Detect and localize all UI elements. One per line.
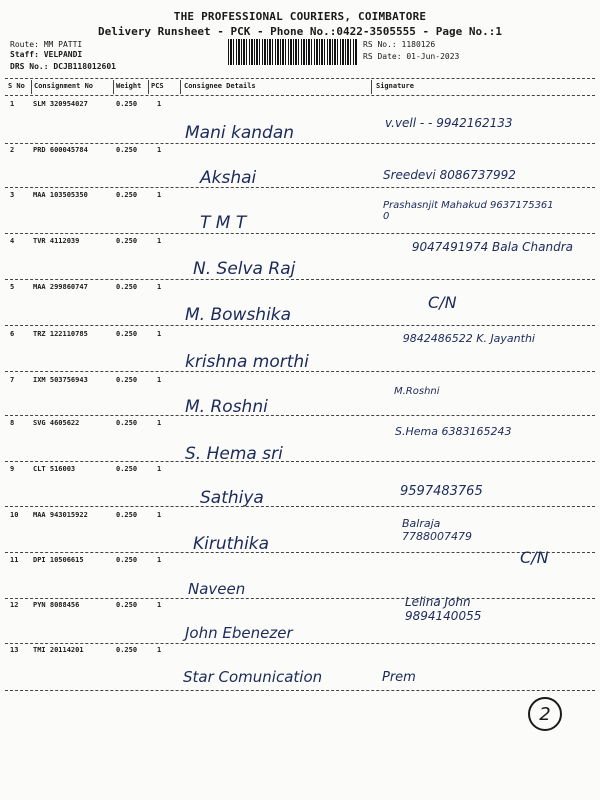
row-pcs: 1 — [157, 100, 162, 108]
row-consignee-name: M. Roshni — [185, 397, 268, 417]
row-weight: 0.250 — [116, 191, 138, 199]
route-label: Route: MM PATTI — [10, 40, 83, 49]
row-divider — [5, 371, 595, 372]
col-header-sno: S No — [8, 82, 25, 90]
row-consignment-no: DPI 10506615 — [33, 556, 84, 564]
row-consignment-no: TMI 20114201 — [33, 646, 84, 654]
row-weight: 0.250 — [116, 465, 138, 473]
row-consignment-no: SLM 320954027 — [33, 100, 88, 108]
row-sno: 4 — [10, 237, 15, 245]
col-divider — [113, 80, 114, 94]
row-divider — [5, 325, 595, 326]
row-signature: 9597483765 — [400, 484, 483, 499]
row-signature: Sreedevi 8086737992 — [383, 168, 516, 182]
row-divider — [5, 143, 595, 144]
row-weight: 0.250 — [116, 419, 138, 427]
col-divider — [31, 80, 32, 94]
row-pcs: 1 — [157, 237, 162, 245]
row-weight: 0.250 — [116, 511, 138, 519]
row-consignee-name: John Ebenezer — [185, 624, 293, 642]
row-consignment-no: PYN 8088456 — [33, 601, 80, 609]
row-divider — [5, 461, 595, 462]
row-consignment-no: PRD 600045784 — [33, 146, 88, 154]
row-sno: 9 — [10, 465, 15, 473]
row-consignment-no: CLT 516003 — [33, 465, 76, 473]
row-weight: 0.250 — [116, 601, 138, 609]
barcode — [228, 39, 358, 65]
row-pcs: 1 — [157, 511, 162, 519]
col-header-weight: Weight — [116, 82, 142, 90]
row-sno: 6 — [10, 330, 15, 338]
row-signature: Lelina John 9894140055 — [405, 595, 482, 623]
row-signature: Prem — [382, 670, 416, 685]
row-pcs: 1 — [157, 283, 162, 291]
row-divider — [5, 187, 595, 188]
row-consignee-name: S. Hema sri — [185, 444, 283, 464]
row-consignee-name: Naveen — [188, 580, 246, 598]
row-consignee-name: T M T — [200, 213, 247, 233]
row-consignee-name: Akshai — [200, 168, 257, 188]
row-consignee-name: N. Selva Raj — [193, 259, 296, 279]
col-header-signature: Signature — [376, 82, 414, 90]
row-signature: 9047491974 Bala Chandra — [411, 240, 573, 254]
row-weight: 0.250 — [116, 646, 138, 654]
document-subtitle: Delivery Runsheet - PCK - Phone No.:0422-3505555 - Page No.:1 — [98, 25, 502, 38]
row-divider — [5, 233, 595, 234]
row-sno: 8 — [10, 419, 15, 427]
row-weight: 0.250 — [116, 146, 138, 154]
staff-label: Staff: VELPANDI — [10, 50, 83, 59]
row-weight: 0.250 — [116, 237, 138, 245]
row-signature: Balraja 7788007479 — [402, 517, 472, 543]
row-signature: C/N — [520, 548, 549, 567]
row-sno: 11 — [10, 556, 19, 564]
row-signature: C/N — [428, 293, 457, 312]
row-consignment-no: MAA 103505350 — [33, 191, 88, 199]
rs-date: RS Date: 01-Jun-2023 — [363, 52, 460, 61]
row-weight: 0.250 — [116, 330, 138, 338]
drs-number: DRS No.: DCJB118012601 — [10, 62, 116, 71]
row-pcs: 1 — [157, 465, 162, 473]
row-signature: M.Roshni — [394, 386, 440, 397]
row-sno: 12 — [10, 601, 19, 609]
row-consignee-name: Kiruthika — [193, 534, 270, 554]
page-number-mark: 2 — [528, 697, 562, 731]
row-consignment-no: TVR 4112039 — [33, 237, 80, 245]
row-sno: 10 — [10, 511, 19, 519]
row-sno: 7 — [10, 376, 15, 384]
row-pcs: 1 — [157, 191, 162, 199]
row-consignee-name: M. Bowshika — [185, 305, 292, 325]
row-pcs: 1 — [157, 376, 162, 384]
row-weight: 0.250 — [116, 283, 138, 291]
row-divider — [5, 415, 595, 416]
row-pcs: 1 — [157, 646, 162, 654]
col-header-pcs: PCS — [151, 82, 164, 90]
header-divider-bottom — [5, 95, 595, 96]
row-consignee-name: Star Comunication — [183, 668, 323, 686]
row-sno: 3 — [10, 191, 15, 199]
row-consignee-name: Sathiya — [200, 488, 264, 508]
header-divider-top — [5, 78, 595, 79]
row-signature: 9842486522 K. Jayanthi — [402, 332, 535, 345]
col-divider — [148, 80, 149, 94]
col-header-consignee: Consignee Details — [184, 82, 256, 90]
row-signature: v.vell - - 9942162133 — [385, 116, 513, 130]
row-divider — [5, 690, 595, 691]
col-divider — [371, 80, 372, 94]
document-title: THE PROFESSIONAL COURIERS, COIMBATORE — [173, 10, 427, 23]
col-divider — [180, 80, 181, 94]
row-weight: 0.250 — [116, 556, 138, 564]
row-divider — [5, 506, 595, 507]
row-weight: 0.250 — [116, 376, 138, 384]
row-divider — [5, 552, 595, 553]
row-pcs: 1 — [157, 419, 162, 427]
row-consignee-name: Mani kandan — [185, 123, 295, 143]
row-sno: 2 — [10, 146, 15, 154]
row-consignment-no: TRZ 122110785 — [33, 330, 88, 338]
row-weight: 0.250 — [116, 100, 138, 108]
row-signature: S.Hema 6383165243 — [395, 425, 512, 438]
row-sno: 5 — [10, 283, 15, 291]
row-pcs: 1 — [157, 556, 162, 564]
row-sno: 13 — [10, 646, 19, 654]
rs-number: RS No.: 1180126 — [363, 40, 436, 49]
row-divider — [5, 643, 595, 644]
row-pcs: 1 — [157, 601, 162, 609]
row-consignment-no: MAA 943015922 — [33, 511, 88, 519]
row-pcs: 1 — [157, 330, 162, 338]
row-sno: 1 — [10, 100, 15, 108]
col-header-consignment: Consignment No — [34, 82, 94, 90]
row-consignment-no: SVG 4605622 — [33, 419, 80, 427]
row-pcs: 1 — [157, 146, 162, 154]
row-consignment-no: IXM 503756943 — [33, 376, 88, 384]
row-consignee-name: krishna morthi — [185, 352, 309, 372]
row-divider — [5, 279, 595, 280]
row-consignment-no: MAA 299860747 — [33, 283, 88, 291]
row-signature: Prashasnjit Mahakud 9637175361 0 — [383, 200, 554, 222]
